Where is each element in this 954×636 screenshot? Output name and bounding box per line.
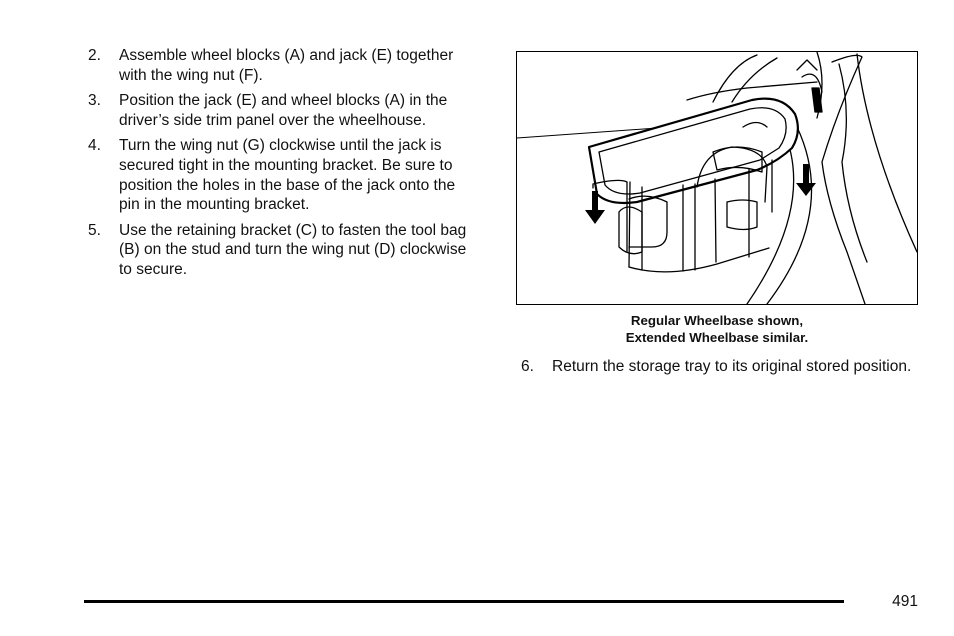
instruction-step [88, 221, 473, 280]
instruction-step [88, 46, 473, 85]
step-number: 2. [88, 47, 101, 64]
caption-line: Extended Wheelbase similar. [625, 330, 809, 345]
instruction-step [88, 136, 473, 214]
step-text: Return the storage tray to its original stored position. [552, 358, 912, 375]
step-text: Position the jack (E) and wheel blocks (A) in the driver’s side trim panel over the wheelhouse. [119, 92, 448, 129]
step-text: Assemble wheel blocks (A) and jack (E) together with the wing nut (F). [119, 47, 454, 84]
instruction-list-right [521, 357, 916, 383]
footer-rule [84, 600, 844, 603]
step-number: 4. [88, 137, 101, 155]
step-number: 6. [521, 358, 534, 375]
step-text: Use the retaining bracket (C) to fasten the tool bag (B) on the stud and turn the wing nut (D) clockwise to secure. [119, 221, 467, 278]
page-number: 491 [892, 593, 918, 610]
instruction-step [88, 91, 473, 130]
instruction-list-left [88, 46, 473, 286]
step-number: 3. [88, 92, 101, 110]
step-text: Turn the wing nut (G) clockwise until the jack is secured tight in the mounting bracket. Be sure to position the holes in the base of the jack onto the pin in the mounting bracket. [119, 137, 456, 214]
step-number: 5. [88, 221, 101, 239]
figure-caption [516, 312, 918, 346]
caption-line: Regular Wheelbase shown, [630, 313, 804, 328]
storage-tray-illustration [516, 51, 918, 305]
instruction-step [521, 357, 916, 377]
